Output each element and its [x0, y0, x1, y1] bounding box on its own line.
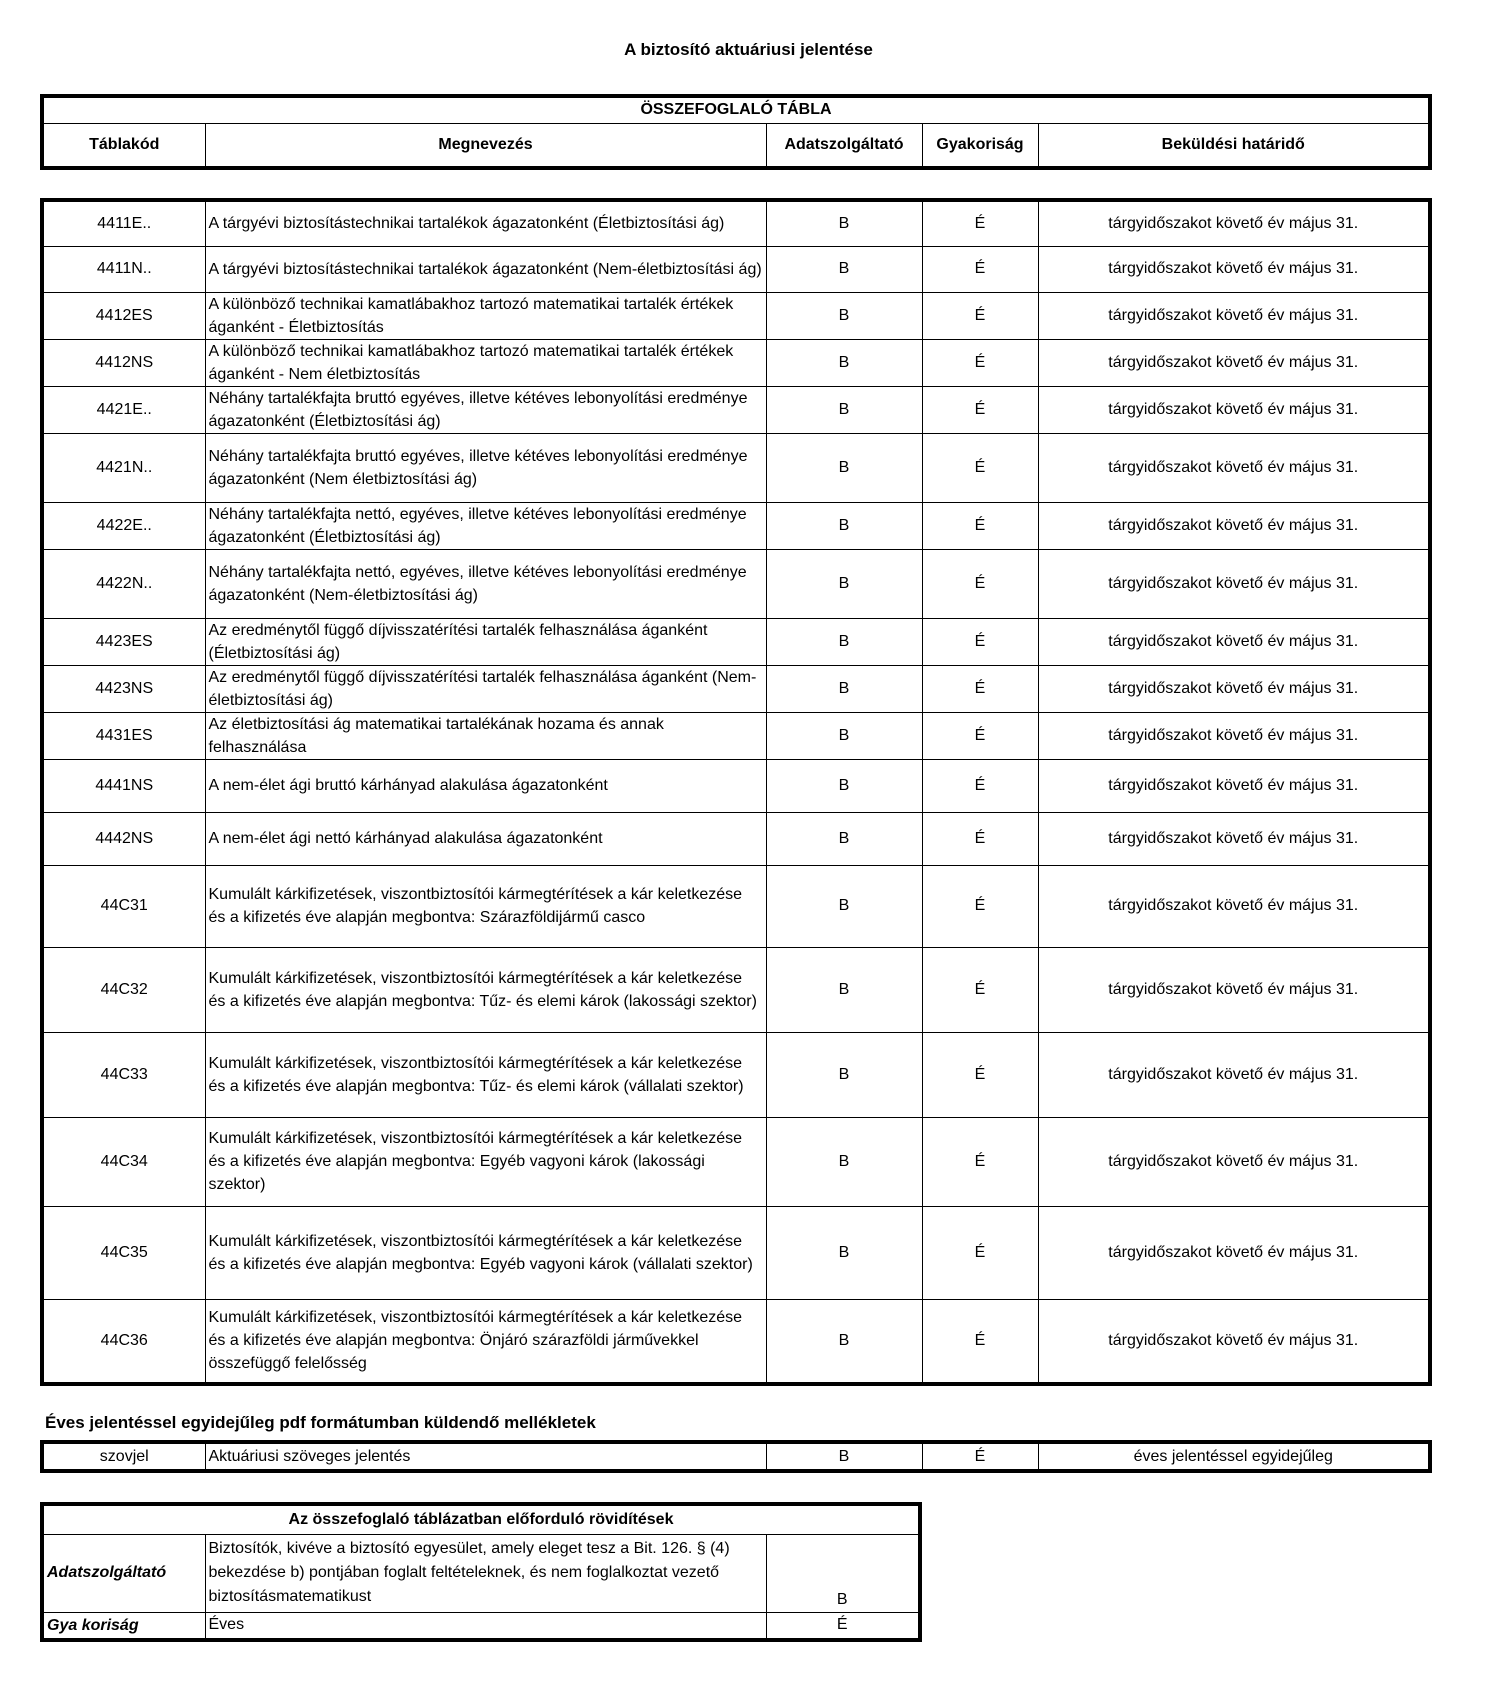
- row-provider: B: [766, 433, 922, 502]
- header-adatszolgaltato: Adatszolgáltató: [766, 123, 922, 168]
- row-code: 4412NS: [42, 339, 205, 386]
- row-code: 44C33: [42, 1032, 205, 1117]
- header-megnevezes: Megnevezés: [205, 123, 766, 168]
- row-code: 4423ES: [42, 618, 205, 665]
- row-deadline: tárgyidőszakot követő év május 31.: [1038, 618, 1430, 665]
- summary-data-table: [40, 198, 1432, 1386]
- row-provider: B: [766, 759, 922, 812]
- row-code: 44C35: [42, 1206, 205, 1299]
- row-frequency: É: [922, 292, 1038, 339]
- table-row: [42, 549, 1430, 618]
- row-provider: B: [766, 712, 922, 759]
- row-code: 44C34: [42, 1117, 205, 1206]
- table-row: [42, 200, 1430, 246]
- table-row: [42, 1299, 1430, 1384]
- row-code: 44C32: [42, 947, 205, 1032]
- row-deadline: tárgyidőszakot követő év május 31.: [1038, 246, 1430, 292]
- table-row: [42, 812, 1430, 865]
- row-description: A nem-élet ági bruttó kárhányad alakulása ágazatonként: [205, 759, 766, 812]
- row-frequency: É: [922, 433, 1038, 502]
- row-provider: B: [766, 1117, 922, 1206]
- row-frequency: É: [922, 549, 1038, 618]
- row-description: Kumulált kárkifizetések, viszontbiztosítói kármegtérítések a kár keletkezése és a kifizetés éve alapján megbontva: Egyéb vagyoni károk (lakossági szektor): [205, 1117, 766, 1206]
- row-provider: B: [766, 386, 922, 433]
- row-description: Kumulált kárkifizetések, viszontbiztosítói kármegtérítések a kár keletkezése és a kifizetés éve alapján megbontva: Önjáró szárazföldi járművekkel összefüggő felelősség: [205, 1299, 766, 1384]
- abbreviation-label: Gya koriság: [42, 1612, 205, 1640]
- attachments-title: Éves jelentéssel egyidejűleg pdf formátumban küldendő mellékletek: [45, 1413, 596, 1432]
- row-frequency: É: [922, 502, 1038, 549]
- row-frequency: É: [922, 947, 1038, 1032]
- row-provider: B: [766, 947, 922, 1032]
- row-code: 4442NS: [42, 812, 205, 865]
- table-row: [42, 246, 1430, 292]
- row-provider: B: [766, 1206, 922, 1299]
- table-row: [42, 947, 1430, 1032]
- row-code: 44C31: [42, 865, 205, 947]
- row-provider: B: [766, 618, 922, 665]
- row-frequency: É: [922, 200, 1038, 246]
- table-row: [42, 1032, 1430, 1117]
- row-frequency: É: [922, 712, 1038, 759]
- row-provider: B: [766, 292, 922, 339]
- table-row: [42, 865, 1430, 947]
- row-provider: B: [766, 1299, 922, 1384]
- row-frequency: É: [922, 246, 1038, 292]
- row-code: 4421N..: [42, 433, 205, 502]
- table-row: [42, 433, 1430, 502]
- table-row: [42, 665, 1430, 712]
- row-deadline: tárgyidőszakot követő év május 31.: [1038, 292, 1430, 339]
- row-frequency: É: [922, 812, 1038, 865]
- row-provider: B: [766, 665, 922, 712]
- row-frequency: É: [922, 618, 1038, 665]
- row-deadline: tárgyidőszakot követő év május 31.: [1038, 433, 1430, 502]
- table-row: [42, 1117, 1430, 1206]
- row-description: Kumulált kárkifizetések, viszontbiztosítói kármegtérítések a kár keletkezése és a kifizetés éve alapján megbontva: Egyéb vagyoni károk (vállalati szektor): [205, 1206, 766, 1299]
- row-code: 4411N..: [42, 246, 205, 292]
- row-deadline: tárgyidőszakot követő év május 31.: [1038, 502, 1430, 549]
- table-row: [42, 502, 1430, 549]
- abbreviations-table: [40, 1502, 922, 1642]
- row-description: Néhány tartalékfajta bruttó egyéves, illetve kétéves lebonyolítási eredménye ágazatonként (Nem életbiztosítási ág): [205, 433, 766, 502]
- row-frequency: É: [922, 1206, 1038, 1299]
- row-code: 4412ES: [42, 292, 205, 339]
- abbreviation-description: Éves: [205, 1612, 766, 1640]
- summary-header-table: [40, 94, 1432, 170]
- table-row: [42, 292, 1430, 339]
- row-description: A tárgyévi biztosítástechnikai tartalékok ágazatonként (Nem-életbiztosítási ág): [205, 246, 766, 292]
- row-provider: B: [766, 339, 922, 386]
- row-deadline: tárgyidőszakot követő év május 31.: [1038, 1206, 1430, 1299]
- row-description: Kumulált kárkifizetések, viszontbiztosítói kármegtérítések a kár keletkezése és a kifizetés éve alapján megbontva: Szárazföldijármű casco: [205, 865, 766, 947]
- row-deadline: tárgyidőszakot követő év május 31.: [1038, 812, 1430, 865]
- row-frequency: É: [922, 386, 1038, 433]
- row-code: 4441NS: [42, 759, 205, 812]
- row-deadline: tárgyidőszakot követő év május 31.: [1038, 1299, 1430, 1384]
- row-description: A különböző technikai kamatlábakhoz tartozó matematikai tartalék értékek áganként - Nem életbiztosítás: [205, 339, 766, 386]
- header-bekuldesi-hatarido: Beküldési határidő: [1038, 123, 1430, 168]
- row-provider: B: [766, 246, 922, 292]
- row-provider: B: [766, 502, 922, 549]
- table-row: [42, 712, 1430, 759]
- table-row: [42, 759, 1430, 812]
- header-tablakod: Táblakód: [42, 123, 205, 168]
- row-deadline: tárgyidőszakot követő év május 31.: [1038, 386, 1430, 433]
- row-provider: B: [766, 1442, 922, 1471]
- row-code: 4421E..: [42, 386, 205, 433]
- row-code: szovjel: [42, 1442, 205, 1471]
- table-row: [42, 1442, 1430, 1471]
- row-deadline: tárgyidőszakot követő év május 31.: [1038, 549, 1430, 618]
- row-frequency: É: [922, 1117, 1038, 1206]
- abbreviation-code: É: [766, 1612, 920, 1640]
- row-frequency: É: [922, 865, 1038, 947]
- row-deadline: tárgyidőszakot követő év május 31.: [1038, 712, 1430, 759]
- row-code: 44C36: [42, 1299, 205, 1384]
- row-code: 4411E..: [42, 200, 205, 246]
- abbreviation-row: [42, 1534, 920, 1612]
- row-description: Néhány tartalékfajta nettó, egyéves, illetve kétéves lebonyolítási eredménye ágazatonként (Nem-életbiztosítási ág): [205, 549, 766, 618]
- row-frequency: É: [922, 1032, 1038, 1117]
- row-deadline: tárgyidőszakot követő év május 31.: [1038, 200, 1430, 246]
- row-code: 4423NS: [42, 665, 205, 712]
- row-description: A nem-élet ági nettó kárhányad alakulása ágazatonként: [205, 812, 766, 865]
- header-gyakorisag: Gyakoriság: [922, 123, 1038, 168]
- row-description: A tárgyévi biztosítástechnikai tartalékok ágazatonként (Életbiztosítási ág): [205, 200, 766, 246]
- row-description: Az életbiztosítási ág matematikai tartalékának hozama és annak felhasználása: [205, 712, 766, 759]
- row-description: Néhány tartalékfajta bruttó egyéves, illetve kétéves lebonyolítási eredménye ágazatonként (Életbiztosítási ág): [205, 386, 766, 433]
- row-description: Aktuáriusi szöveges jelentés: [205, 1442, 766, 1471]
- row-description: Kumulált kárkifizetések, viszontbiztosítói kármegtérítések a kár keletkezése és a kifizetés éve alapján megbontva: Tűz- és elemi károk (lakossági szektor): [205, 947, 766, 1032]
- row-deadline: tárgyidőszakot követő év május 31.: [1038, 759, 1430, 812]
- abbreviation-row: [42, 1612, 920, 1640]
- row-deadline: tárgyidőszakot követő év május 31.: [1038, 865, 1430, 947]
- row-description: Kumulált kárkifizetések, viszontbiztosítói kármegtérítések a kár keletkezése és a kifizetés éve alapján megbontva: Tűz- és elemi károk (vállalati szektor): [205, 1032, 766, 1117]
- row-deadline: tárgyidőszakot követő év május 31.: [1038, 339, 1430, 386]
- row-provider: B: [766, 1032, 922, 1117]
- row-deadline: tárgyidőszakot követő év május 31.: [1038, 665, 1430, 712]
- row-deadline: tárgyidőszakot követő év május 31.: [1038, 1117, 1430, 1206]
- row-description: Néhány tartalékfajta nettó, egyéves, illetve kétéves lebonyolítási eredménye ágazatonként (Életbiztosítási ág): [205, 502, 766, 549]
- row-provider: B: [766, 549, 922, 618]
- abbreviations-title: Az összefoglaló táblázatban előforduló rövidítések: [42, 1504, 920, 1534]
- abbreviation-code: B: [766, 1534, 920, 1612]
- row-frequency: É: [922, 339, 1038, 386]
- row-frequency: É: [922, 1442, 1038, 1471]
- row-deadline: tárgyidőszakot követő év május 31.: [1038, 1032, 1430, 1117]
- row-description: A különböző technikai kamatlábakhoz tartozó matematikai tartalék értékek áganként - Életbiztosítás: [205, 292, 766, 339]
- row-frequency: É: [922, 759, 1038, 812]
- row-provider: B: [766, 200, 922, 246]
- table-row: [42, 339, 1430, 386]
- row-deadline: tárgyidőszakot követő év május 31.: [1038, 947, 1430, 1032]
- row-description: Az eredménytől függő díjvisszatérítési tartalék felhasználása áganként (Nem-életbiztosítási ág): [205, 665, 766, 712]
- row-code: 4431ES: [42, 712, 205, 759]
- row-provider: B: [766, 865, 922, 947]
- row-description: Az eredménytől függő díjvisszatérítési tartalék felhasználása áganként (Életbiztosítási ág): [205, 618, 766, 665]
- abbreviation-label: Adatszolgáltató: [42, 1534, 205, 1612]
- table-row: [42, 618, 1430, 665]
- row-deadline: éves jelentéssel egyidejűleg: [1038, 1442, 1430, 1471]
- table-row: [42, 386, 1430, 433]
- summary-title: ÖSSZEFOGLALÓ TÁBLA: [42, 96, 1430, 123]
- row-provider: B: [766, 812, 922, 865]
- attachments-table: [40, 1440, 1432, 1473]
- row-frequency: É: [922, 1299, 1038, 1384]
- table-row: [42, 1206, 1430, 1299]
- page-title: A biztosító aktuáriusi jelentése: [624, 40, 873, 59]
- row-frequency: É: [922, 665, 1038, 712]
- abbreviation-description: Biztosítók, kivéve a biztosító egyesület, amely eleget tesz a Bit. 126. § (4) bekezdése b) pontjában foglalt feltételeknek, és nem foglalkoztat vezető biztosításmatematikust: [205, 1534, 766, 1612]
- row-code: 4422E..: [42, 502, 205, 549]
- row-code: 4422N..: [42, 549, 205, 618]
